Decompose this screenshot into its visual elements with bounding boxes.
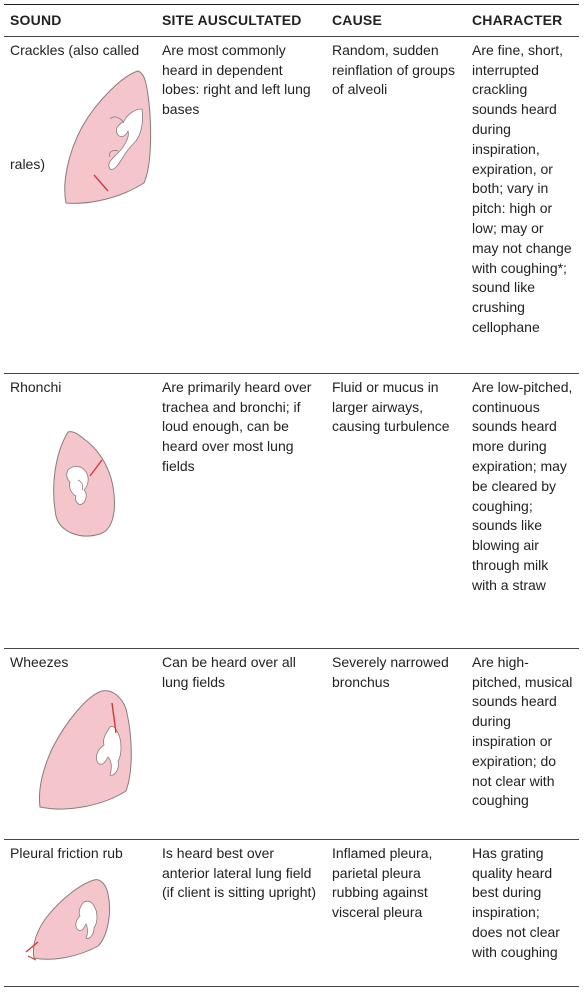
character-cell: [466, 648, 579, 839]
sound-name-continued: rales): [10, 155, 46, 172]
character-text: Has grating quality heard best during inspiration; does not clear with coughing: [472, 844, 560, 960]
character-text: Are high-pitched, musical sounds heard during inspiration or expiration; do not clear with coughing: [472, 653, 573, 809]
table-row: [4, 373, 579, 648]
sound-cell: [4, 648, 156, 839]
site-text: Is heard best over anterior lateral lung field (if client is sitting upright): [162, 844, 317, 901]
header-sound: SOUND: [4, 5, 156, 37]
character-cell: [466, 839, 579, 986]
character-text: Are fine, short, interrupted crackling sounds heard during inspiration, expiration, or both; vary in pitch: high or low; may or may not change with coughing*; sound like crushing cellophane: [472, 41, 572, 335]
cause-cell: [326, 839, 466, 986]
cause-cell: [326, 36, 466, 373]
cause-cell: [326, 373, 466, 648]
header-character: CHARACTER: [466, 5, 579, 37]
table-row: [4, 648, 579, 839]
lung-diagram-icon: [52, 65, 162, 215]
cause-text: Severely narrowed bronchus: [332, 653, 449, 690]
site-cell: [156, 648, 326, 839]
sound-name: Wheezes: [10, 653, 69, 670]
breath-sounds-table: [4, 4, 579, 987]
lung-diagram-icon: [22, 872, 118, 968]
site-cell: [156, 36, 326, 373]
character-cell: [466, 373, 579, 648]
header-cause: CAUSE: [326, 5, 466, 37]
site-cell: [156, 839, 326, 986]
site-text: Can be heard over all lung fields: [162, 653, 296, 690]
sound-name: Pleural friction rub: [10, 844, 123, 861]
sound-name: Crackles (also called: [10, 41, 140, 58]
sound-cell: [4, 839, 156, 986]
header-site-auscultated: SITE AUSCULTATED: [156, 5, 326, 37]
character-cell: [466, 36, 579, 373]
sound-name: Rhonchi: [10, 378, 62, 395]
sound-cell: [4, 373, 156, 648]
cause-cell: [326, 648, 466, 839]
sound-cell: [4, 36, 156, 373]
cause-text: Inflamed pleura, parietal pleura rubbing against visceral pleura: [332, 844, 433, 921]
table-header-row: [4, 5, 579, 37]
lung-diagram-icon: [30, 422, 130, 552]
table-row: [4, 839, 579, 986]
table-row: [4, 36, 579, 373]
site-text: Are most commonly heard in dependent lobes: right and left lung bases: [162, 41, 311, 118]
site-text: Are primarily heard over trachea and bronchi; if loud enough, can be heard over most lung fields: [162, 378, 312, 474]
cause-text: Fluid or mucus in larger airways, causing turbulence: [332, 378, 450, 435]
site-cell: [156, 373, 326, 648]
lung-diagram-icon: [32, 687, 142, 817]
cause-text: Random, sudden reinflation of groups of alveoli: [332, 41, 455, 98]
character-text: Are low-pitched, continuous sounds heard more during expiration; may be cleared by coughing; sounds like blowing air through milk with a straw: [472, 378, 573, 593]
